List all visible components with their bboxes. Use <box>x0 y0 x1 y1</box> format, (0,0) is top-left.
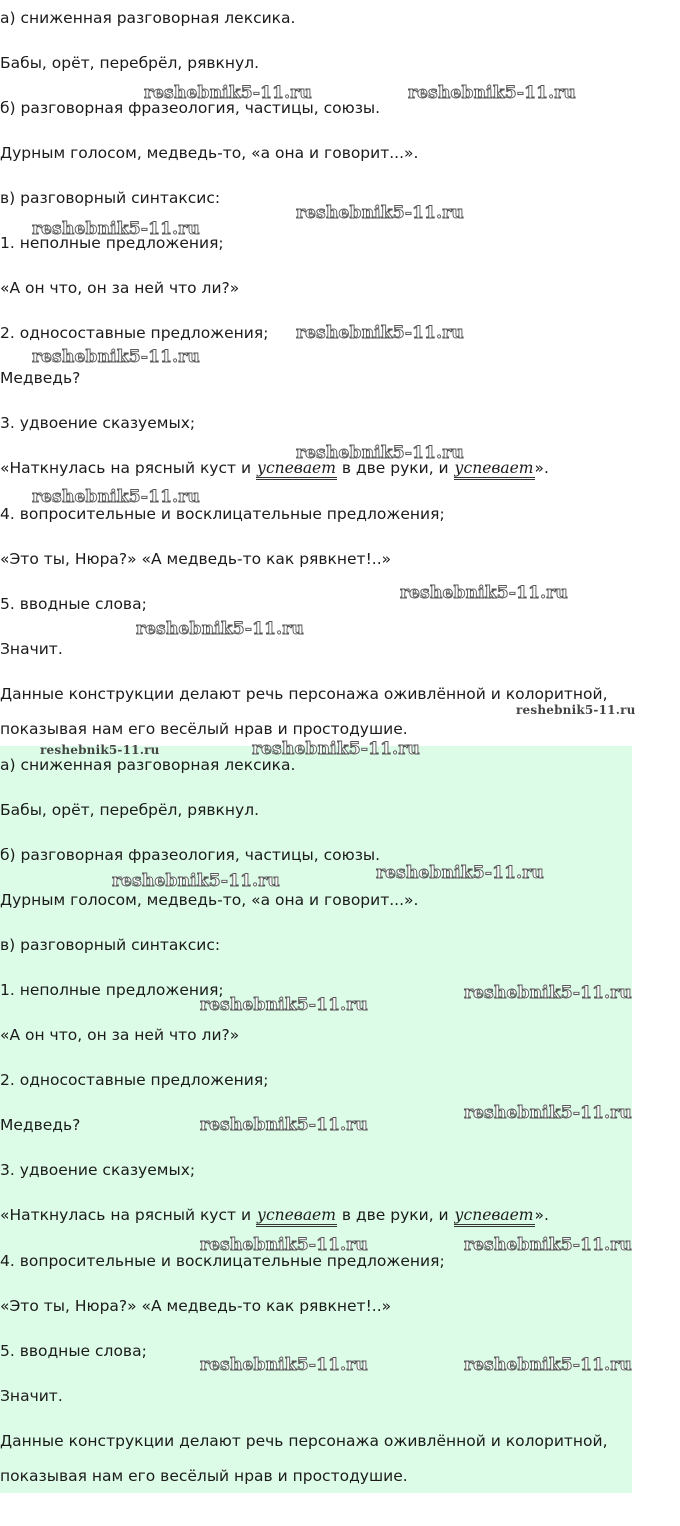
text-line: а) сниженная разговорная лексика. <box>0 756 296 774</box>
text-fragment: «Наткнулась на рясный куст и <box>0 1206 256 1224</box>
text-line: Дурным голосом, медведь-то, «а она и говорит...». <box>0 144 419 162</box>
text-line: а) сниженная разговорная лексика. <box>0 9 296 27</box>
watermark: reshebnik5-11.ru <box>464 1235 632 1255</box>
text-line: показывая нам его весёлый нрав и простодушие. <box>0 1467 408 1485</box>
text-line: Значит. <box>0 1387 63 1405</box>
text-line: «А он что, он за ней что ли?» <box>0 279 240 297</box>
text-line: в) разговорный синтаксис: <box>0 936 221 954</box>
watermark: reshebnik5-11.ru <box>516 703 636 717</box>
text-line: «А он что, он за ней что ли?» <box>0 1026 240 1044</box>
text-line: 4. вопросительные и восклицательные предложения; <box>0 1252 445 1270</box>
text-line: 4. вопросительные и восклицательные предложения; <box>0 505 445 523</box>
watermark: reshebnik5-11.ru <box>296 323 464 343</box>
watermark: reshebnik5-11.ru <box>200 1115 368 1135</box>
watermark: reshebnik5-11.ru <box>296 203 464 223</box>
text-line: 5. вводные слова; <box>0 1342 147 1360</box>
text-line: б) разговорная фразеология, частицы, союзы. <box>0 846 381 864</box>
text-line: Медведь? <box>0 369 81 387</box>
text-line: показывая нам его весёлый нрав и простодушие. <box>0 720 408 738</box>
answer-block-plain <box>0 0 632 746</box>
text-line: Данные конструкции делают речь персонажа оживлённой и колоритной, <box>0 685 608 703</box>
text-line: 2. односоставные предложения; <box>0 324 269 342</box>
answer-block-highlighted <box>0 746 632 1493</box>
watermark: reshebnik5-11.ru <box>296 443 464 463</box>
text-line <box>0 1204 549 1226</box>
text-line: 1. неполные предложения; <box>0 234 224 252</box>
text-line: Данные конструкции делают речь персонажа оживлённой и колоритной, <box>0 1432 608 1450</box>
watermark: reshebnik5-11.ru <box>32 219 200 239</box>
watermark: reshebnik5-11.ru <box>200 1355 368 1375</box>
watermark: reshebnik5-11.ru <box>400 583 568 603</box>
watermark: reshebnik5-11.ru <box>112 871 280 891</box>
text-line: б) разговорная фразеология, частицы, союзы. <box>0 99 381 117</box>
watermark: reshebnik5-11.ru <box>252 739 420 759</box>
watermark: reshebnik5-11.ru <box>376 863 544 883</box>
text-line: Медведь? <box>0 1116 81 1134</box>
text-fragment: ». <box>534 459 549 477</box>
text-line: Бабы, орёт, перебрёл, рявкнул. <box>0 801 260 819</box>
watermark: reshebnik5-11.ru <box>32 347 200 367</box>
text-line: Дурным голосом, медведь-то, «а она и говорит...». <box>0 891 419 909</box>
text-line: 2. односоставные предложения; <box>0 1071 269 1089</box>
text-line: Бабы, орёт, перебрёл, рявкнул. <box>0 54 260 72</box>
predicate-verb: успевает <box>454 1206 535 1227</box>
predicate-verb: успевает <box>454 459 535 480</box>
watermark: reshebnik5-11.ru <box>200 995 368 1015</box>
watermark: reshebnik5-11.ru <box>32 487 200 507</box>
watermark: reshebnik5-11.ru <box>40 743 160 757</box>
text-fragment: в две руки, и <box>336 1206 454 1224</box>
text-line: 3. удвоение сказуемых; <box>0 414 196 432</box>
text-line: Значит. <box>0 640 63 658</box>
watermark: reshebnik5-11.ru <box>464 1355 632 1375</box>
watermark: reshebnik5-11.ru <box>144 83 312 103</box>
watermark: reshebnik5-11.ru <box>464 1103 632 1123</box>
text-line <box>0 457 549 479</box>
text-line: «Это ты, Нюра?» «А медведь-то как рявкнет!..» <box>0 1297 392 1315</box>
text-line: 5. вводные слова; <box>0 595 147 613</box>
watermark: reshebnik5-11.ru <box>464 983 632 1003</box>
predicate-verb: успевает <box>256 1206 337 1227</box>
text-line: «Это ты, Нюра?» «А медведь-то как рявкнет!..» <box>0 550 392 568</box>
text-line: в) разговорный синтаксис: <box>0 189 221 207</box>
watermark: reshebnik5-11.ru <box>136 619 304 639</box>
text-fragment: ». <box>534 1206 549 1224</box>
watermark: reshebnik5-11.ru <box>408 83 576 103</box>
watermark: reshebnik5-11.ru <box>200 1235 368 1255</box>
text-line: 1. неполные предложения; <box>0 981 224 999</box>
text-fragment: в две руки, и <box>336 459 454 477</box>
predicate-verb: успевает <box>256 459 337 480</box>
text-line: 3. удвоение сказуемых; <box>0 1161 196 1179</box>
text-fragment: «Наткнулась на рясный куст и <box>0 459 256 477</box>
